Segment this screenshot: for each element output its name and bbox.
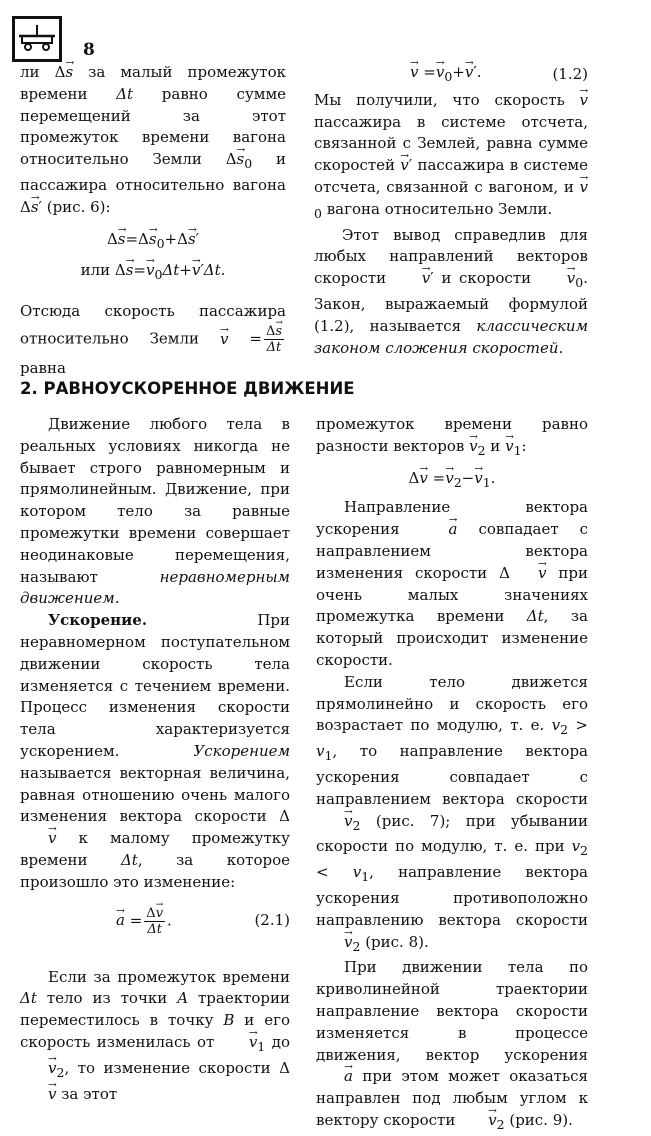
- paragraph: Мы получили, что скорость → v пассажира в системе отсчета, связанной с Землей, равна сумме скоростей → v′ пассажира в системе отсчета, связанной с вагоном, $и \to v_0$ вагона относительно Земли.: [314, 90, 588, 225]
- equation: $\Delta\to v =\to v_2-\to v_1$.: [316, 468, 588, 494]
- equation: → $v =\to v_0+\to v'$. (1.2): [314, 62, 588, 88]
- equation: или $\Delta\to s=\to v_0\Delta t+\to v'\Delta t$.: [20, 260, 286, 286]
- equation-label: (2.1): [254, 911, 290, 930]
- fraction: $\frac{\Delta\to v}{\Delta t}$: [144, 906, 165, 937]
- paragraph: Отсюда скорость пассажира относительно Земли → v = $\frac{\Delta\to s}{\Delta t}$ равна: [20, 298, 286, 381]
- paragraph: промежуток времени равно разности векторов → $v_2$ $и \to v_1$:: [316, 414, 588, 462]
- bottom-left-column: [20, 414, 290, 1105]
- paragraph: Если за промежуток времени Δt тело из точки A траектории переместилось в точку B и его скорость изменилась от → $v_1$ до → $v_2$, то изменение скорости Δ→ v за этот: [20, 967, 290, 1106]
- fraction: $\frac{\Delta\to s}{\Delta t}$: [264, 324, 284, 355]
- paragraph: Если тело движется прямолинейно и скорость его возрастает по модулю, т. е. $v_2 > v_1$, то направление вектора ускорения совпадает с направлением вектора скорости → $v_2$ (рис. 7); при убывании скорости по модулю, т. е. при $v_2 < v_1$, направление вектора ускорения противоположно направлению вектора скорости → $v_2$ (рис. 8).: [316, 672, 588, 958]
- paragraph: ли Δ→ s за малый промежуток времени Δt равно сумме перемещений за этот промежуток времени вагона относительно Земли $\Delta\to s_0$ и пассажира относительно вагона Δ→ s′ (рис. 6):: [20, 62, 286, 219]
- bottom-right-column: [316, 414, 588, 1136]
- equation: $\Delta\to s=\Delta\to s_0+\Delta\to s'$: [20, 229, 286, 255]
- top-left-column: [20, 62, 286, 381]
- equation: → a = $\frac{\Delta\to v}{\Delta t}$ . (2.1): [20, 906, 290, 937]
- paragraph: Движение любого тела в реальных условиях никогда не бывает строго равномерным и прямолинейным. Движение, при котором тело за равные промежутки времени совершает неодинаковые перемещения, называют неравномерным движением.: [20, 415, 290, 608]
- section-title: 2. РАВНОУСКОРЕННОЕ ДВИЖЕНИЕ: [20, 379, 355, 398]
- paragraph: Ускорение. При неравномерном поступательном движении скорость тела изменяется с течением времени. Процесс изменения скорости тела характеризуется ускорением. Ускорением называется векторная величина, равная отношению очень малого изменения вектора скорости Δ→ v к малому промежутку времени Δt, за которое произошло это изменение:: [20, 610, 290, 893]
- equation-label: (1.2): [552, 65, 588, 83]
- paragraph: Направление вектора ускорения → a совпадает с направлением вектора изменения скорости Δ→ v при очень малых значениях промежутка времени Δt, за который происходит изменение скорости.: [316, 497, 588, 671]
- chapter-icon: [12, 16, 62, 62]
- paragraph: При движении тела по криволинейной траектории направление вектора скорости изменяется в процессе движения, вектор ускорения → a при этом может оказаться направлен под любым углом к вектору скорости → $v_2$ (рис. 9).: [316, 957, 588, 1135]
- paragraph: Этот вывод справедлив для любых направлений векторов скорости → v′ и скорости → $v_0$. Закон, выражаемый формулой (1.2), называется классическим законом сложения скоростей.: [314, 225, 588, 360]
- page-number: 8: [83, 40, 95, 60]
- top-right-column: [314, 62, 588, 359]
